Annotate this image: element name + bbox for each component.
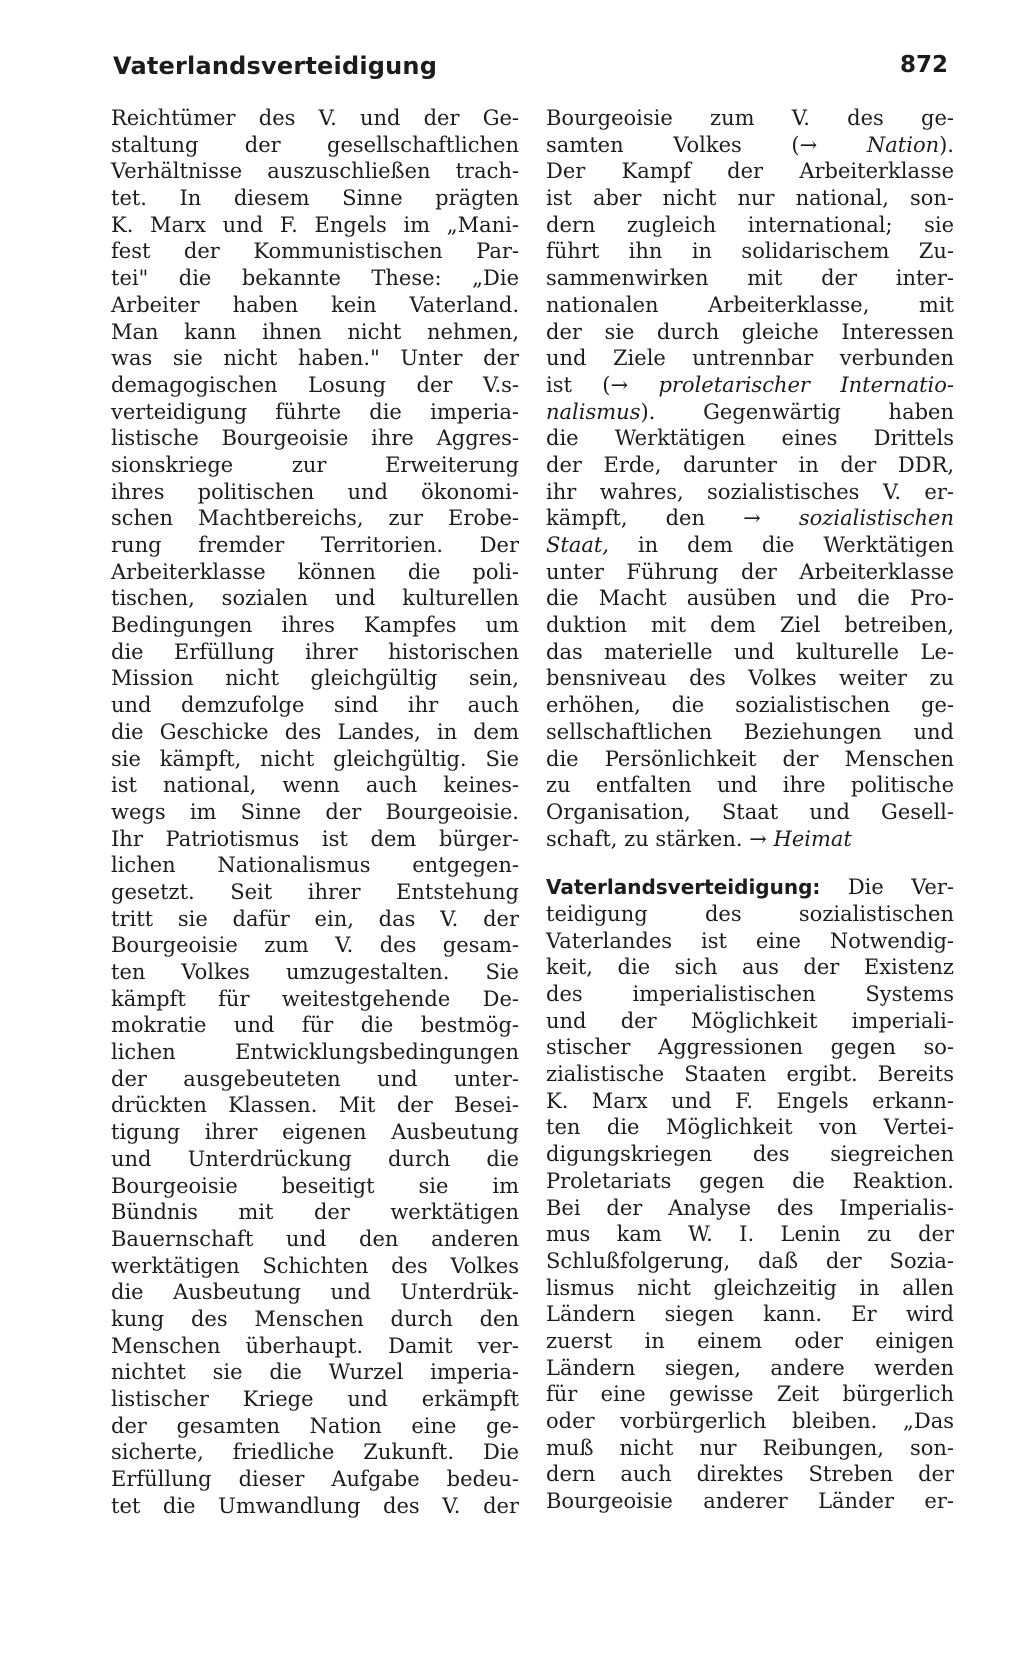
entry-term: Vaterlandsverteidigung:	[546, 875, 821, 900]
text-line: Reichtümer des V. und der Ge-	[111, 106, 519, 130]
page-number: 872	[899, 52, 948, 78]
text-line: das materielle und kulturelle Le-	[546, 639, 954, 664]
text-line: Arbeiter haben kein Vaterland.	[111, 292, 519, 317]
text-line: der ausgebeuteten und unter-	[111, 1066, 519, 1091]
text-line: Bourgeoisie zum V. des ge-	[546, 106, 954, 130]
text-line: was sie nicht haben." Unter der	[111, 346, 519, 371]
text-line: staltung der gesellschaftlichen	[111, 132, 519, 157]
text-line: Organisation, Staat und Gesell-	[546, 799, 954, 824]
text-line: und Ziele untrennbar verbunden	[546, 346, 954, 371]
entry-headline: Vaterlandsverteidigung: Die Ver-	[546, 875, 954, 900]
cross-reference-link[interactable]: proletarischer Internatio-	[658, 372, 954, 397]
text-line: rung fremder Territorien. Der	[111, 533, 519, 557]
text-line: lichen Entwicklungsbedingungen	[111, 1040, 519, 1065]
text-line: verteidigung führte die imperia-	[111, 399, 519, 424]
text-line: Ihr Patriotismus ist dem bürger-	[111, 826, 519, 851]
text-line: listischer Kriege und erkämpft	[111, 1387, 519, 1411]
text-line: mokratie und für die bestmög-	[111, 1013, 519, 1038]
text-line: führt ihn in solidarischem Zu-	[546, 239, 954, 264]
text-line: Arbeiterklasse können die poli-	[111, 559, 519, 584]
text-line: des imperialistischen Systems	[546, 982, 954, 1006]
text-line: Verhältnisse auszuschließen trach-	[111, 159, 519, 184]
text-line: die Werktätigen eines Drittels	[546, 426, 954, 451]
text-line: schen Machtbereichs, zur Erobe-	[111, 506, 519, 531]
text-line: demagogischen Losung der V.s-	[111, 372, 519, 397]
text-line: K. Marx und F. Engels im „Mani-	[111, 212, 519, 237]
text-line: Ländern siegen kann. Er wird	[546, 1302, 954, 1327]
text-line: Man kann ihnen nicht nehmen,	[111, 319, 519, 344]
text-line: nationalen Arbeiterklasse, mit	[546, 292, 954, 317]
text-line: ist (→ proletarischer Internatio-	[546, 372, 954, 397]
text-line: kämpft für weitestgehende De-	[111, 986, 519, 1011]
text-line: sie kämpft, nicht gleichgültig. Sie	[111, 746, 519, 771]
text-line: Proletariats gegen die Reaktion.	[546, 1168, 954, 1193]
text-line: für eine gewisse Zeit bürgerlich	[546, 1382, 954, 1407]
text-line: unter Führung der Arbeiterklasse	[546, 559, 954, 584]
text-line: drückten Klassen. Mit der Besei-	[111, 1093, 519, 1118]
text-line: Staat, in dem die Werktätigen	[546, 533, 954, 557]
text-line: die Erfüllung ihrer historischen	[111, 639, 519, 664]
text-line: die Persönlichkeit der Menschen	[546, 746, 954, 771]
text-line: listische Bourgeoisie ihre Aggres-	[111, 426, 519, 451]
text-line: fest der Kommunistischen Par-	[111, 239, 519, 264]
text-line: lichen Nationalismus entgegen-	[111, 853, 519, 878]
cross-reference-link[interactable]: Heimat	[773, 826, 852, 851]
text-line: zuerst in einem oder einigen	[546, 1328, 954, 1353]
text-line: Bündnis mit der werktätigen	[111, 1200, 519, 1225]
text-line: zialistische Staaten ergibt. Bereits	[546, 1062, 954, 1087]
text-line: ihr wahres, sozialistisches V. er-	[546, 479, 954, 504]
text-line: oder vorbürgerlich bleiben. „Das	[546, 1409, 954, 1433]
text-line: ist aber nicht nur national, son-	[546, 186, 954, 211]
cross-reference-link[interactable]: nalismus	[546, 399, 641, 424]
text-line: der sie durch gleiche Interessen	[546, 319, 954, 344]
text-line: wegs im Sinne der Bourgeoisie.	[111, 799, 519, 824]
text-line: bensniveau des Volkes weiter zu	[546, 666, 954, 691]
text-line: samten Volkes (→ Nation).	[546, 132, 954, 157]
text-line: ten Volkes umzugestalten. Sie	[111, 960, 519, 984]
text-line: erhöhen, die sozialistischen ge-	[546, 693, 954, 718]
text-line: ist national, wenn auch keines-	[111, 773, 519, 798]
text-line: gesetzt. Seit ihrer Entstehung	[111, 879, 519, 904]
text-line: nalismus). Gegenwärtig haben	[546, 399, 954, 424]
text-line: zu entfalten und ihre politische	[546, 773, 954, 798]
text-line: tet die Umwandlung des V. der	[111, 1493, 519, 1518]
cross-reference-link[interactable]: Staat,	[546, 533, 609, 557]
text-line: Schlußfolgerung, daß der Sozia-	[546, 1248, 954, 1273]
text-line: schaft, zu stärken. → Heimat	[546, 826, 852, 851]
text-line: die Geschicke des Landes, in dem	[111, 719, 519, 744]
cross-reference-link[interactable]: Nation	[866, 132, 940, 157]
text-line: tet. In diesem Sinne prägten	[111, 186, 519, 211]
text-line: muß nicht nur Reibungen, son-	[546, 1435, 954, 1460]
text-line: die Macht ausüben und die Pro-	[546, 586, 954, 611]
text-line: der Erde, darunter in der DDR,	[546, 452, 954, 477]
text-line: keit, die sich aus der Existenz	[546, 955, 954, 980]
text-line: Bedingungen ihres Kampfes um	[111, 613, 519, 638]
text-line: werktätigen Schichten des Volkes	[111, 1253, 519, 1278]
text-line: sammenwirken mit der inter-	[546, 266, 954, 291]
text-line: Bourgeoisie zum V. des gesam-	[111, 933, 519, 958]
text-line: K. Marx und F. Engels erkann-	[546, 1088, 954, 1113]
text-line: und der Möglichkeit imperiali-	[546, 1008, 954, 1033]
text-line: digungskriegen des siegreichen	[546, 1142, 954, 1167]
text-line: Der Kampf der Arbeiterklasse	[546, 159, 954, 184]
text-line: dern zugleich international; sie	[546, 212, 954, 237]
text-line: tei" die bekannte These: „Die	[111, 266, 519, 291]
text-line: ten die Möglichkeit von Vertei-	[546, 1115, 954, 1140]
text-line: Mission nicht gleichgültig sein,	[111, 666, 519, 691]
text-line: tigung ihrer eigenen Ausbeutung	[111, 1120, 519, 1145]
text-line: Bauernschaft und den anderen	[111, 1226, 519, 1251]
text-line: kämpft, den → sozialistischen	[546, 506, 954, 531]
text-line: und Unterdrückung durch die	[111, 1146, 519, 1171]
text-line: stischer Aggressionen gegen so-	[546, 1035, 954, 1060]
text-line: sionskriege zur Erweiterung	[111, 452, 519, 477]
text-line: tischen, sozialen und kulturellen	[111, 586, 519, 611]
text-line: dern auch direktes Streben der	[546, 1462, 954, 1487]
text-line: die Ausbeutung und Unterdrük-	[111, 1280, 519, 1305]
cross-reference-link[interactable]: sozialistischen	[798, 506, 954, 531]
text-line: sellschaftlichen Beziehungen und	[546, 719, 954, 744]
text-line: der gesamten Nation eine ge-	[111, 1413, 519, 1438]
text-line: Erfüllung dieser Aufgabe bedeu-	[111, 1467, 519, 1492]
text-line: Bourgeoisie beseitigt sie im	[111, 1173, 519, 1198]
text-line: duktion mit dem Ziel betreiben,	[546, 613, 954, 638]
text-line: nichtet sie die Wurzel imperia-	[111, 1360, 519, 1385]
text-line: Ländern siegen, andere werden	[546, 1355, 954, 1380]
text-line: mus kam W. I. Lenin zu der	[546, 1222, 954, 1247]
text-line: Bourgeoisie anderer Länder er-	[546, 1489, 954, 1514]
right-column	[546, 105, 954, 1515]
text-line: tritt sie dafür ein, das V. der	[111, 906, 519, 931]
running-title: Vaterlandsverteidigung	[113, 52, 438, 80]
text-line: Bei der Analyse des Imperialis-	[546, 1195, 954, 1220]
text-line: kung des Menschen durch den	[111, 1306, 519, 1331]
text-line: lismus nicht gleichzeitig in allen	[546, 1275, 954, 1300]
text-line: ihres politischen und ökonomi-	[111, 479, 519, 504]
text-line: sicherte, friedliche Zukunft. Die	[111, 1440, 519, 1465]
paragraph-gap	[546, 852, 954, 874]
text-line: teidigung des sozialistischen	[546, 901, 954, 926]
text-line: Menschen überhaupt. Damit ver-	[111, 1333, 519, 1358]
left-column	[111, 105, 519, 1519]
text-line: und demzufolge sind ihr auch	[111, 693, 519, 718]
text-line: Vaterlandes ist eine Notwendig-	[546, 928, 954, 953]
